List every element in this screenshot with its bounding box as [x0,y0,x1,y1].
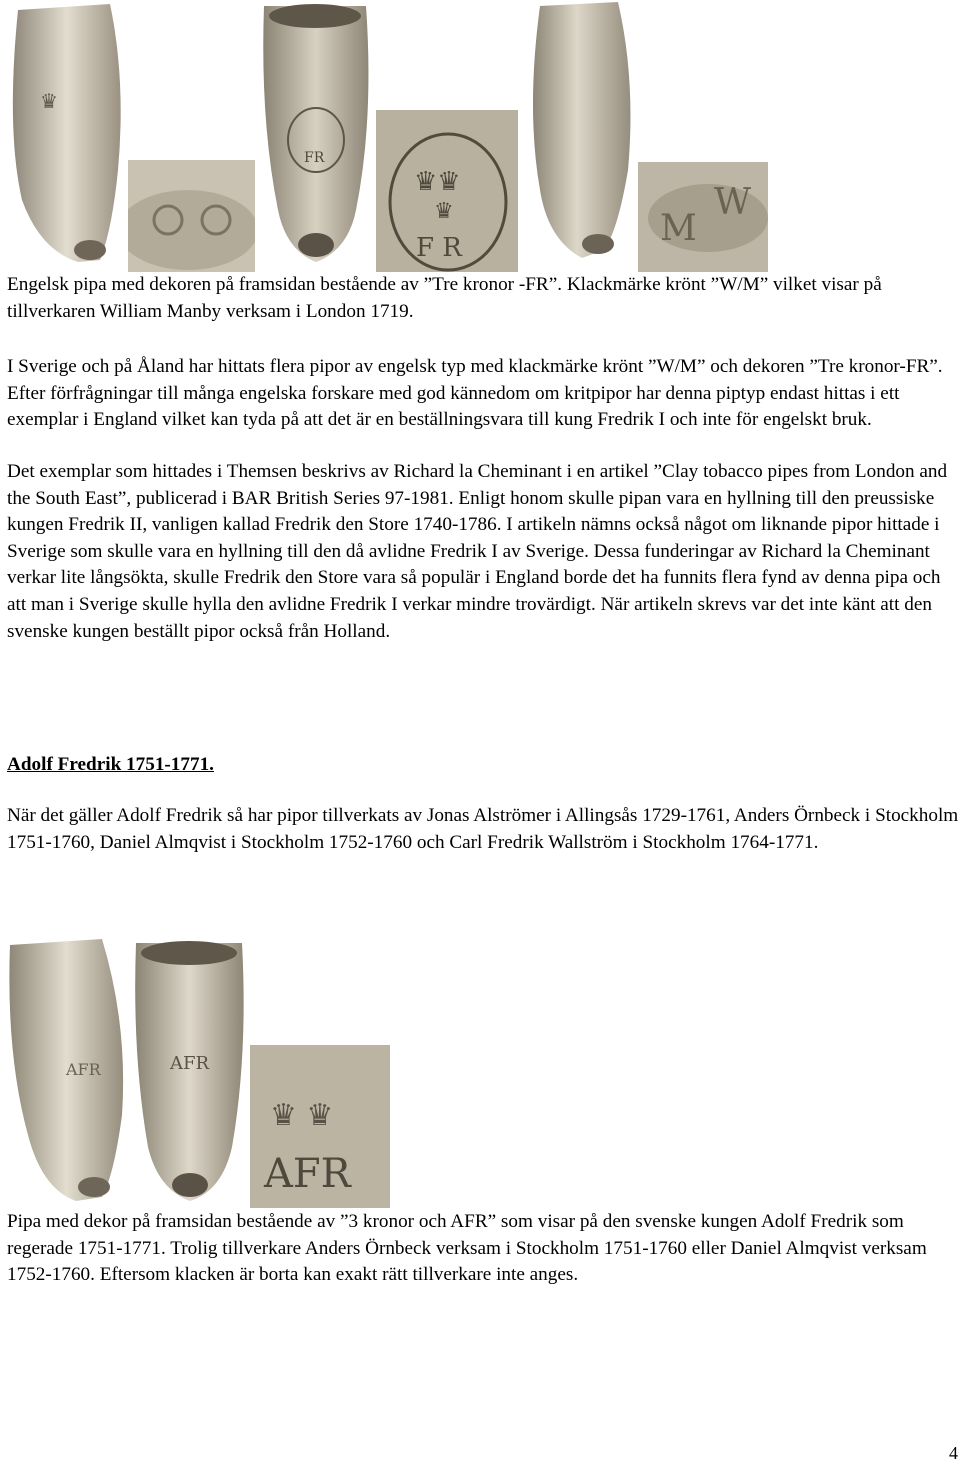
svg-text:FR: FR [304,150,325,166]
pipe-bowl-side-photo [0,0,128,272]
section-heading: Adolf Fredrik 1751-1771. [7,754,214,775]
svg-text:♛♛: ♛♛ [414,167,461,197]
svg-text:♛: ♛ [40,89,58,113]
body-paragraph-1: I Sverige och på Åland har hittats flera pipor av engelsk typ med klackmärke krönt ”W/M” och dekoren ”Tre kronor-FR”. Efter förfrågningar till många engelska forskare med god kännedom om kritpipor har denna piptyp endast hittas i ett exemplar i England vilket kan tyda på att det är en beställningsvara till kung Fredrik I och inte för engelskt bruk. [7,356,943,431]
page-number: 4 [949,1443,958,1463]
svg-text:W: W [714,182,752,223]
svg-text:F R: F R [416,233,462,263]
wm-heel-mark-closeup-photo [638,162,768,272]
svg-text:AFR: AFR [170,1053,210,1074]
svg-text:♛: ♛ [434,199,454,224]
afr-pipe-bowl-side-photo [6,935,130,1208]
crowns-fr-closeup-photo [376,110,518,272]
svg-text:AFR: AFR [264,1151,351,1197]
figure1-caption: Engelsk pipa med dekoren på framsidan bestående av ”Tre kronor -FR”. Klackmärke krönt ”W/M” vilket visar på tillverkaren William Manby verksam i London 1719. [7,274,882,322]
body-paragraph-2: Det exemplar som hittades i Themsen beskrivs av Richard la Cheminant i en artikel ”Clay tobacco pipes from London and the South East”, publicerad i BAR British Series 97-1981. Enligt honom skulle pipan vara en hyllning till den preussiske kungen Fredrik II, vanligen kallad Fredrik den Store 1740-1786. I artikeln nämns också något om liknande pipor hittade i Sverige som skulle vara en hyllning till den då avlidne Fredrik I av Sverige. Dessa funderingar av Richard la Cheminant verkar lite långsökta, skulle Fredrik den Store vara så populär i England borde det ha funnits flera fynd av denna pipa och att man i Sverige skulle hylla den avlidne Fredrik I verkar mindre trovärdigt. När artikeln skrevs var det inte känt att den svenske kungen beställt pipor också från Holland. [7,461,948,642]
section-paragraph: När det gäller Adolf Fredrik så har pipor tillverkats av Jonas Alströmer i Allingsås 1729-1761, Anders Örnbeck i Stockholm 1751-1760, Daniel Almqvist i Stockholm 1752-1760 och Carl Fredrik Wallström i Stockholm 1764-1771. [7,805,959,853]
afr-mark-closeup-photo [250,1045,390,1208]
pipe-bowl-side-heel-photo [518,0,638,272]
svg-text:M: M [660,208,697,249]
heel-mark-closeup-photo [128,160,255,272]
afr-pipe-bowl-front-photo [130,935,250,1208]
svg-text:AFR: AFR [66,1060,101,1079]
figure2-caption: Pipa med dekor på framsidan bestående av ”3 kronor och AFR” som visar på den svenske kungen Adolf Fredrik som regerade 1751-1771. Trolig tillverkare Anders Örnbeck verksam i Stockholm 1751-1760 eller Daniel Almqvist verksam 1752-1760. Eftersom klacken är borta kan exakt rätt tillverkare inte anges. [7,1211,927,1286]
pipe-bowl-front-crowns-fr-photo [256,0,376,272]
svg-text:♛ ♛: ♛ ♛ [270,1098,334,1133]
